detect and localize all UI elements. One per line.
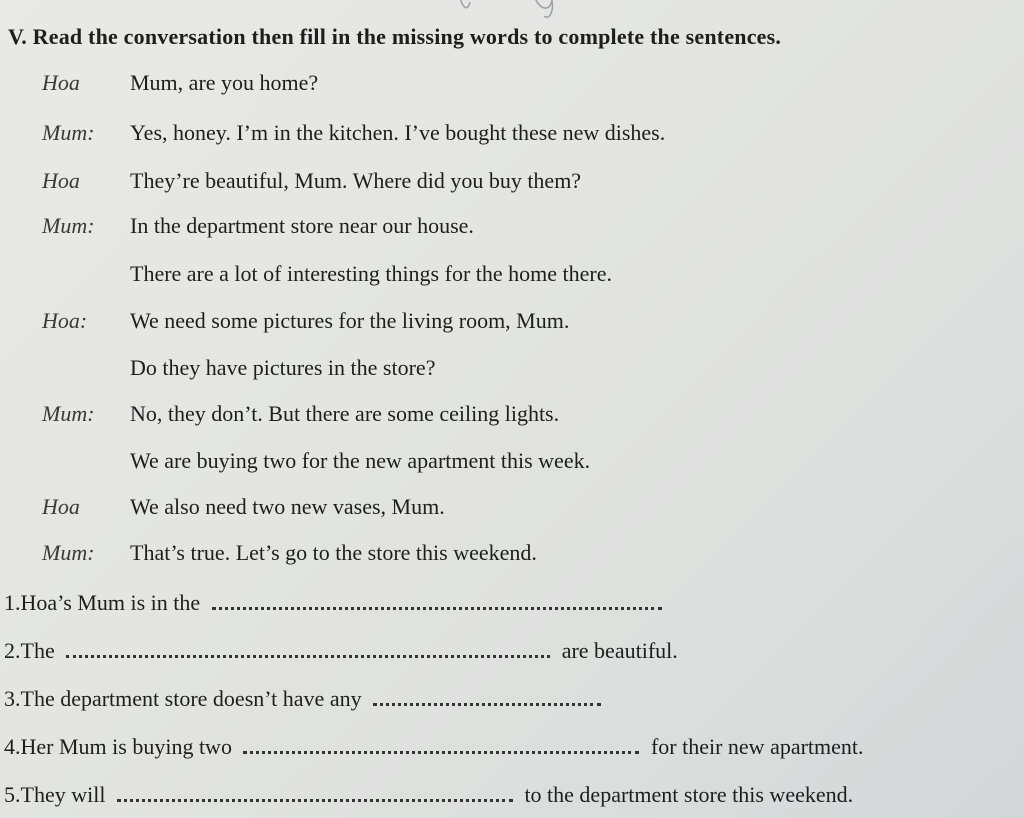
speaker-name: Hoa: bbox=[42, 308, 88, 333]
dialogue-line bbox=[0, 261, 1024, 295]
dialogue-line bbox=[0, 213, 1024, 247]
question-item bbox=[4, 686, 1014, 712]
question-text: 3.The department store doesn’t have any bbox=[4, 686, 362, 711]
speaker-name: Hoa bbox=[42, 494, 80, 519]
question-text: 5.They will bbox=[4, 782, 106, 807]
question-text-after: for their new apartment. bbox=[650, 734, 864, 759]
answer-blank[interactable] bbox=[117, 785, 513, 802]
question-item bbox=[4, 638, 1014, 664]
speaker-name: Mum: bbox=[42, 540, 95, 565]
dialogue-line bbox=[0, 401, 1024, 435]
question-item bbox=[4, 590, 1014, 616]
answer-blank[interactable] bbox=[373, 689, 601, 706]
speaker-name: Mum: bbox=[42, 120, 95, 145]
dialogue-line bbox=[0, 540, 1024, 574]
dialogue-text: Do they have pictures in the store? bbox=[130, 355, 436, 380]
question-text-after: to the department store this weekend. bbox=[524, 782, 854, 807]
question-item bbox=[4, 782, 1014, 808]
speaker-name: Mum: bbox=[42, 401, 95, 426]
exercise-heading: V. Read the conversation then fill in the missing words to complete the sentences. bbox=[8, 24, 782, 49]
dialogue-text: We need some pictures for the living room, Mum. bbox=[130, 308, 570, 333]
dialogue-text: There are a lot of interesting things for the home there. bbox=[130, 261, 612, 286]
dialogue-line bbox=[0, 120, 1024, 154]
dialogue-line bbox=[0, 494, 1024, 528]
speaker-name: Hoa bbox=[42, 70, 80, 95]
question-text: 2.The bbox=[4, 638, 55, 663]
question-text: 1.Hoa’s Mum is in the bbox=[4, 590, 201, 615]
question-text-after: are beautiful. bbox=[561, 638, 678, 663]
dialogue-text: They’re beautiful, Mum. Where did you buy them? bbox=[130, 168, 582, 193]
dialogue-text: That’s true. Let’s go to the store this weekend. bbox=[130, 540, 537, 565]
dialogue-text: Yes, honey. I’m in the kitchen. I’ve bought these new dishes. bbox=[130, 120, 666, 145]
dialogue-line bbox=[0, 448, 1024, 482]
question-item bbox=[4, 734, 1014, 760]
dialogue-line bbox=[0, 355, 1024, 389]
dialogue-text: In the department store near our house. bbox=[130, 213, 474, 238]
answer-blank[interactable] bbox=[66, 641, 550, 658]
dialogue-line bbox=[0, 308, 1024, 342]
dialogue-text: Mum, are you home? bbox=[130, 70, 319, 95]
dialogue-line bbox=[0, 70, 1024, 104]
answer-blank[interactable] bbox=[243, 737, 639, 754]
speaker-name: Hoa bbox=[42, 168, 80, 193]
speaker-name: Mum: bbox=[42, 213, 95, 238]
dialogue-line bbox=[0, 168, 1024, 202]
answer-blank[interactable] bbox=[212, 593, 662, 610]
dialogue-text: We are buying two for the new apartment this week. bbox=[130, 448, 591, 473]
question-text: 4.Her Mum is buying two bbox=[4, 734, 232, 759]
dialogue-text: We also need two new vases, Mum. bbox=[130, 494, 445, 519]
handwriting-scribble bbox=[440, 0, 580, 24]
dialogue-text: No, they don’t. But there are some ceiling lights. bbox=[130, 401, 560, 426]
